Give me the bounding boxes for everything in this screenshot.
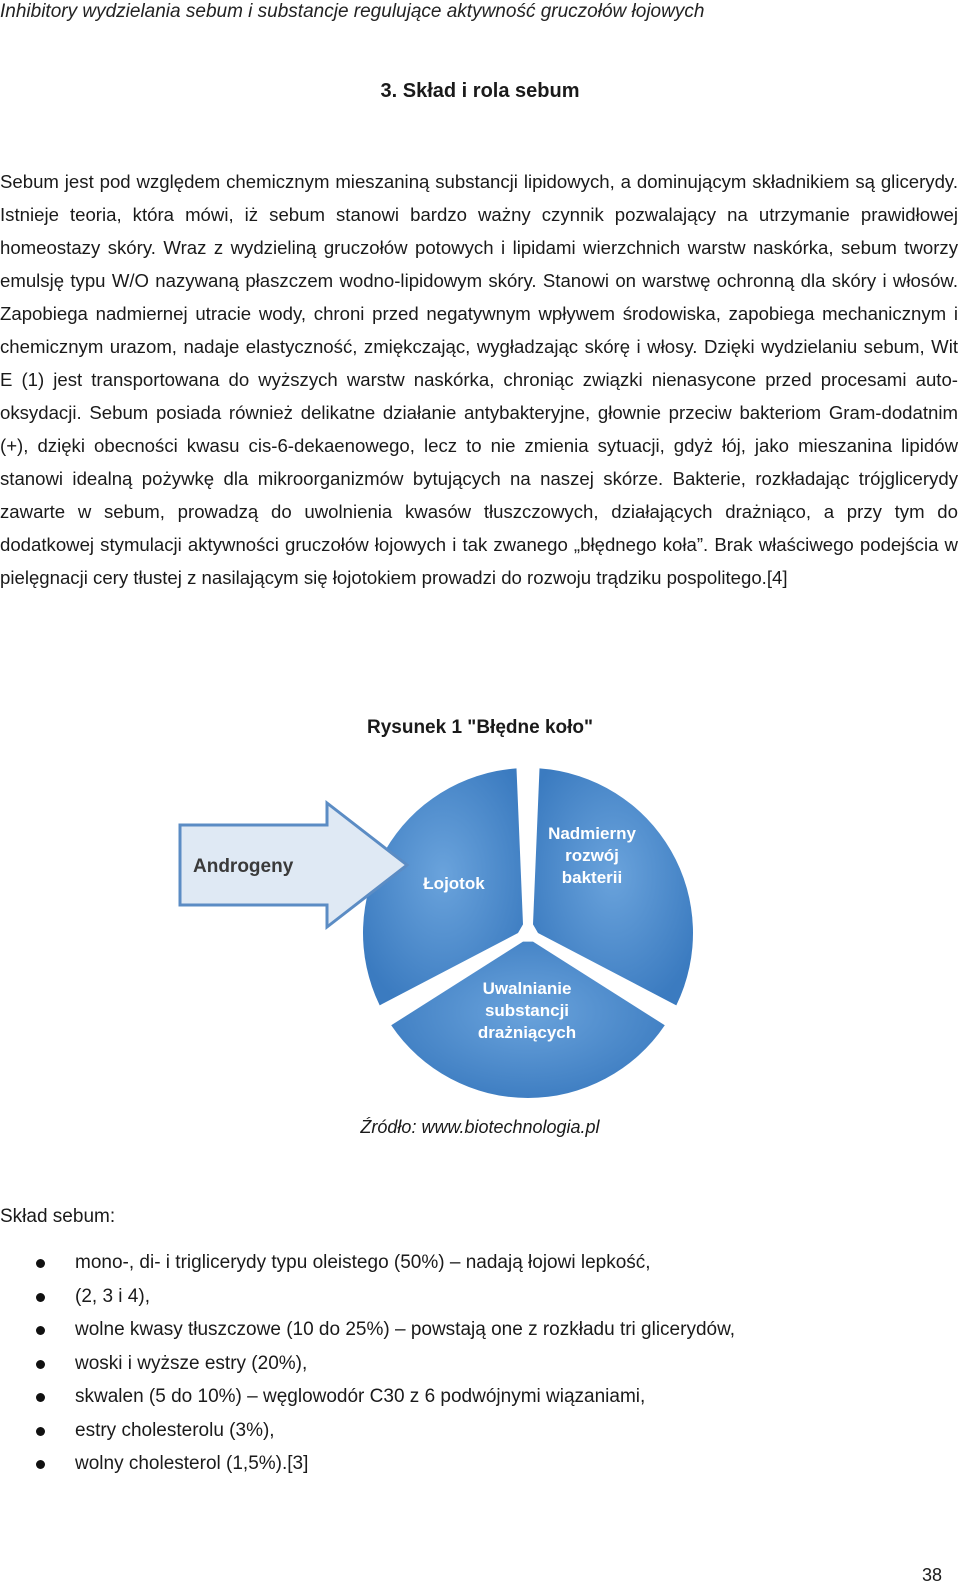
segment-label-line: rozwój [565,846,619,865]
list-item-text: mono-, di- i triglicerydy typu oleistego (50%) – nadają łojowi lepkość, [75,1252,651,1273]
segment-label-line: Łojotok [423,874,485,893]
vicious-circle-diagram [175,765,735,1120]
composition-heading: Skład sebum: [0,1206,116,1227]
figure-title: Rysunek 1 "Błędne koło" [366,717,594,738]
segment-label-line: bakterii [561,868,623,887]
body-paragraph: Sebum jest pod względem chemicznym mieszaniną substancji lipidowych, a dominującym składnikiem są glicerydy. Istnieje teoria, która mówi, iż sebum stanowi bardzo ważny czynnik pozwalający na utrzymanie prawidłowej homeostazy skóry. Wraz z wydzieliną gruczołów potowych i lipidami wierzchnich warstw naskórka, sebum tworzy emulsję typu W/O nazywaną płaszczem wodno-lipidowym skóry. Stanowi on warstwę ochronną dla skóry i włosów. Zapobiega nadmiernej utracie wody, chroni przed negatywnym wpływem środowiska, zapobiega mechanicznym i chemicznym urazom, nadaje elastyczność, zmiękczając, wygładzając skórę i włosy. Dzięki wydzielaniu sebum, Wit E (1) jest transportowana do wyższych warstw naskórka, chroniąc związki nienasycone przed procesami auto-oksydacji. Sebum posiada również delikatne działanie antybakteryjne, głownie przeciw bakteriom Gram-dodatnim (+), dzięki obecności kwasu cis-6-dekaenowego, lecz to nie zmienia sytuacji, gdyż łój, jako mieszanina lipidów stanowi idealną pożywkę dla mikroorganizmów bytujących na naszej skórze. Bakterie, rozkładając trójglicerydy zawarte w sebum, prowadzą do uwolnienia kwasów tłuszczowych, działających drażniąco, a przy tym do dodatkowej stymulacji aktywności gruczołów łojowych i tak zwanego „błędnego koła”. Brak właściwego podejścia w pielęgnacji cery tłustej z nasilającym się łojotokiem prowadzi do rozwoju trądziku pospolitego.[4] [0,171,958,588]
list-item [0,1418,900,1452]
segment-label-line: substancji [484,1001,570,1020]
bullet-dot [36,1360,45,1369]
figure-source: Źródło: www.biotechnologia.pl [360,1117,600,1137]
list-item [0,1451,900,1485]
list-item-text: wolny cholesterol (1,5%).[3] [75,1453,309,1474]
segment-label-line: Uwalnianie [482,979,572,998]
composition-list [0,1250,900,1485]
list-item [0,1317,900,1351]
page-number: 38 [921,1565,942,1585]
list-item-text: (2, 3 i 4), [75,1285,150,1307]
section-title: 3. Skład i rola sebum [380,80,580,102]
list-item-text: skwalen (5 do 10%) – węglowodór C30 z 6 podwójnymi wiązaniami, [75,1386,646,1407]
bullet-dot [36,1460,45,1469]
bullet-dot [36,1326,45,1335]
segment-label-line: drażniących [477,1023,577,1042]
bullet-dot [36,1393,45,1402]
list-item [0,1284,900,1318]
list-item-text: estry cholesterolu (3%), [75,1419,275,1441]
list-item [0,1250,900,1284]
list-item [0,1384,900,1418]
segment-label-line: Nadmierny [548,824,636,843]
bullet-dot [36,1293,45,1302]
list-item-text: woski i wyższe estry (20%), [75,1352,308,1374]
running-header: Inhibitory wydzielania sebum i substancje regulujące aktywność gruczołów łojowych [0,1,705,22]
diagram-segments [363,768,693,1098]
list-item [0,1351,900,1385]
list-item-text: wolne kwasy tłuszczowe (10 do 25%) – powstają one z rozkładu tri glicerydów, [75,1319,736,1340]
bullet-dot [36,1259,45,1268]
bullet-dot [36,1427,45,1436]
arrow-label: Androgeny [193,856,294,877]
